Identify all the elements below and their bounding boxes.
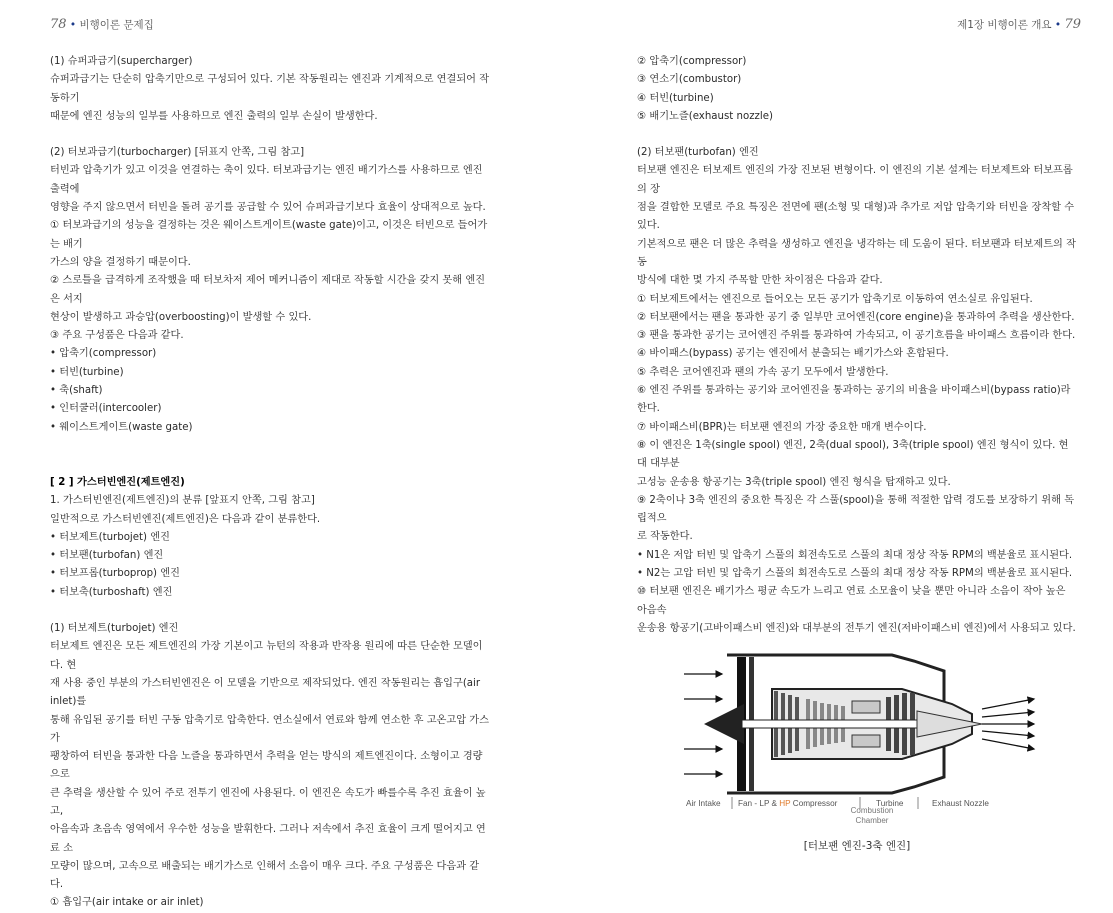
list-item: • 터보팬(turbofan) 엔진 — [50, 550, 164, 562]
text-line: 운송용 항공기(고바이패스비 엔진)와 대부분의 전투기 엔진(저바이패스비 엔진)에서 사용되고 있다. — [637, 622, 1076, 634]
figure-caption: [터보팬 엔진-3축 엔진] — [803, 840, 911, 853]
list-item: • N2는 고압 터빈 및 압축기 스풀의 회전속도로 스풀의 최대 정상 작동 RPM의 백분율로 표시된다. — [637, 568, 1073, 580]
label-combustion-chamber — [822, 806, 922, 826]
text-line: ⑩ 터보팬 엔진은 배기가스 평균 속도가 느리고 연료 소모율이 낮을 뿐만 아니라 소음이 작아 높은 아음속 — [637, 586, 1066, 616]
text-line: 팽창하여 터빈을 통과한 다음 노즐을 통과하면서 추력을 얻는 방식의 제트엔진이다. 소형이고 경량으로 — [50, 751, 483, 781]
text-line: 재 사용 중인 부분의 가스터빈엔진은 이 모델을 기반으로 제작되었다. 엔진 작동원리는 흡입구(air inlet)를 — [50, 677, 481, 708]
label-turbine: Turbine — [876, 799, 904, 809]
text-line: 터보제트 엔진은 모든 제트엔진의 가장 기본이고 뉴턴의 작용과 반작용 원리에 따른 단순한 모델이다. 현 — [50, 641, 483, 671]
turbofan-diagram — [682, 649, 1042, 809]
list-item: • 인터쿨러(intercooler) — [50, 403, 162, 415]
right-page-number: 79 — [1064, 17, 1081, 32]
list-item: ④ 터빈(turbine) — [637, 92, 714, 104]
list-item: • N1은 저압 터빈 및 압축기 스풀의 회전속도로 스풀의 최대 정상 작동 RPM의 백분율로 표시된다. — [637, 549, 1073, 561]
text-line: ① 터보과급기의 성능을 결정하는 것은 웨이스트게이트(waste gate)이고, 이것은 터빈으로 들어가는 배기 — [50, 220, 488, 250]
text-line: 통해 유입된 공기를 터빈 구동 압축기로 압축한다. 연소실에서 연료와 함께 연소한 후 고온고압 가스가 — [50, 714, 489, 744]
text-line: 고성능 운송용 항공기는 3축(triple spool) 엔진 형식을 탑재하고 있다. — [637, 476, 951, 488]
subheading-supercharger: (1) 슈퍼과급기(supercharger) — [50, 56, 193, 67]
text-line: ② 스로틀을 급격하게 조작했을 때 터보차저 제어 메커니즘이 제대로 작동할 시간을 갖지 못해 엔진은 서지 — [50, 275, 486, 305]
list-item: ③ 연소기(combustor) — [637, 74, 742, 86]
section-heading-gas-turbine: [ 2 ] 가스터빈엔진(제트엔진) — [50, 476, 185, 488]
text-line: 터보팬 엔진은 터보제트 엔진의 가장 진보된 변형이다. 이 엔진의 기본 설계는 터보제트와 터보프롭의 장 — [637, 165, 1073, 195]
text-line: ① 터보제트에서는 엔진으로 들어오는 모든 공기가 압축기로 이동하여 연소실로 유입된다. — [637, 293, 1033, 305]
text-line: ③ 팬을 통과한 공기는 코어엔진 주위를 통과하여 가속되고, 이 공기흐름을 바이패스 흐름이라 한다. — [637, 330, 1076, 342]
left-page-body — [50, 53, 490, 913]
text-line: 일반적으로 가스터빈엔진(제트엔진)은 다음과 같이 분류한다. — [50, 513, 321, 525]
subheading-turbofan: (2) 터보팬(turbofan) 엔진 — [637, 147, 759, 159]
right-page-body — [637, 53, 1077, 856]
list-item: • 웨이스트게이트(waste gate) — [50, 421, 193, 433]
text-line: ② 터보팬에서는 팬을 통과한 공기 중 일부만 코어엔진(core engine)을 통과하여 추력을 생산한다. — [637, 311, 1075, 323]
subheading-turbocharger: (2) 터보과급기(turbocharger) [뒤표지 안쪽, 그림 참고] — [50, 147, 305, 159]
text-line: 가스의 양을 결정하기 때문이다. — [50, 256, 191, 268]
text-line: 현상이 발생하고 과승압(overboosting)이 발생할 수 있다. — [50, 311, 312, 323]
list-item: • 터보축(turboshaft) 엔진 — [50, 586, 173, 598]
subheading-classification: 1. 가스터빈엔진(제트엔진)의 분류 [앞표지 안쪽, 그림 참고] — [50, 495, 315, 507]
header-bullet: • — [69, 19, 77, 31]
text-line: 슈퍼과급기는 단순히 압축기만으로 구성되어 있다. 기본 작동원리는 엔진과 기계적으로 연결되어 작동하기 — [50, 74, 490, 104]
right-header-title: 제1장 비행이론 개요 — [957, 19, 1052, 31]
label-exhaust-nozzle: Exhaust Nozzle — [932, 799, 989, 809]
turbofan-engine-figure — [682, 649, 1042, 826]
label-air-intake: Air Intake — [686, 799, 721, 809]
text-line: 기본적으로 팬은 더 많은 추력을 생성하고 엔진을 냉각하는 데 도움이 된다. 터보팬과 터보제트의 작동 — [637, 238, 1076, 268]
text-line: ⑦ 바이패스비(BPR)는 터보팬 엔진의 가장 중요한 매개 변수이다. — [637, 421, 927, 433]
subheading-turbojet: (1) 터보제트(turbojet) 엔진 — [50, 623, 179, 635]
text-line: 방식에 대한 몇 가지 주목할 만한 차이점은 다음과 같다. — [637, 275, 883, 287]
list-item: • 터빈(turbine) — [50, 366, 124, 378]
list-item: • 축(shaft) — [50, 385, 103, 397]
list-item: ① 흡입구(air intake or air inlet) — [50, 897, 204, 909]
list-item: • 터보프롭(turboprop) 엔진 — [50, 568, 180, 580]
list-item: • 터보제트(turbojet) 엔진 — [50, 531, 170, 543]
list-item: ② 압축기(compressor) — [637, 56, 747, 67]
text-line: ④ 바이패스(bypass) 공기는 엔진에서 분출되는 배기가스와 혼합된다. — [637, 348, 949, 360]
left-header-title: 비행이론 문제집 — [79, 19, 154, 31]
left-page-header — [50, 17, 154, 32]
text-line: 아음속과 초음속 영역에서 우수한 성능을 발휘한다. 그러나 저속에서 추진 효율이 크게 떨어지고 연료 소 — [50, 824, 486, 854]
list-item: ⑤ 배기노즐(exhaust nozzle) — [637, 110, 773, 122]
text-line: ③ 주요 구성품은 다음과 같다. — [50, 330, 184, 342]
text-line: 때문에 엔진 성능의 일부를 사용하므로 엔진 출력의 일부 손실이 발생한다. — [50, 110, 378, 122]
text-line: ⑧ 이 엔진은 1축(single spool) 엔진, 2축(dual spool), 3축(triple spool) 엔진 형식이 있다. 현대 대부분 — [637, 439, 1069, 470]
label-fan-compressor: Fan - LP & HP Compressor — [738, 799, 838, 809]
text-line: 영향을 주지 않으면서 터빈을 돌려 공기를 공급할 수 있어 슈퍼과급기보다 효율이 상대적으로 높다. — [50, 202, 486, 214]
list-item: • 압축기(compressor) — [50, 348, 157, 360]
label-chamber: Chamber — [855, 816, 889, 826]
label-combustion: Combustion — [850, 806, 894, 816]
text-line: ⑤ 추력은 코어엔진과 팬의 가속 공기 모두에서 발생한다. — [637, 366, 889, 378]
left-page-number: 78 — [50, 17, 67, 32]
text-line: 터빈과 압축기가 있고 이것을 연결하는 축이 있다. 터보과급기는 엔진 배기가스를 사용하므로 엔진 출력에 — [50, 165, 483, 195]
header-bullet: • — [1054, 19, 1062, 31]
right-page-header — [957, 17, 1081, 32]
text-line: ⑨ 2축이나 3축 엔진의 중요한 특징은 각 스풀(spool)을 통해 적절한 압력 경도를 보장하기 위해 독립적으 — [637, 494, 1075, 525]
text-line: 큰 추력을 생산할 수 있어 주로 전투기 엔진에 사용된다. 이 엔진은 속도가 빠를수록 추진 효율이 높고, — [50, 787, 486, 817]
text-line: ⑥ 엔진 주위를 통과하는 공기와 코어엔진을 통과하는 공기의 비율을 바이패스비(bypass ratio)라 한다. — [637, 385, 1071, 415]
text-line: 모량이 많으며, 고속으로 배출되는 배기가스로 인해서 소음이 매우 크다. 주요 구성품은 다음과 같다. — [50, 860, 480, 891]
text-line: 점을 결합한 모델로 주요 특징은 전면에 팬(소형 및 대형)과 추가로 저압 압축기와 터빈을 장착할 수 있다. — [637, 202, 1075, 232]
text-line: 로 작동한다. — [637, 531, 693, 543]
